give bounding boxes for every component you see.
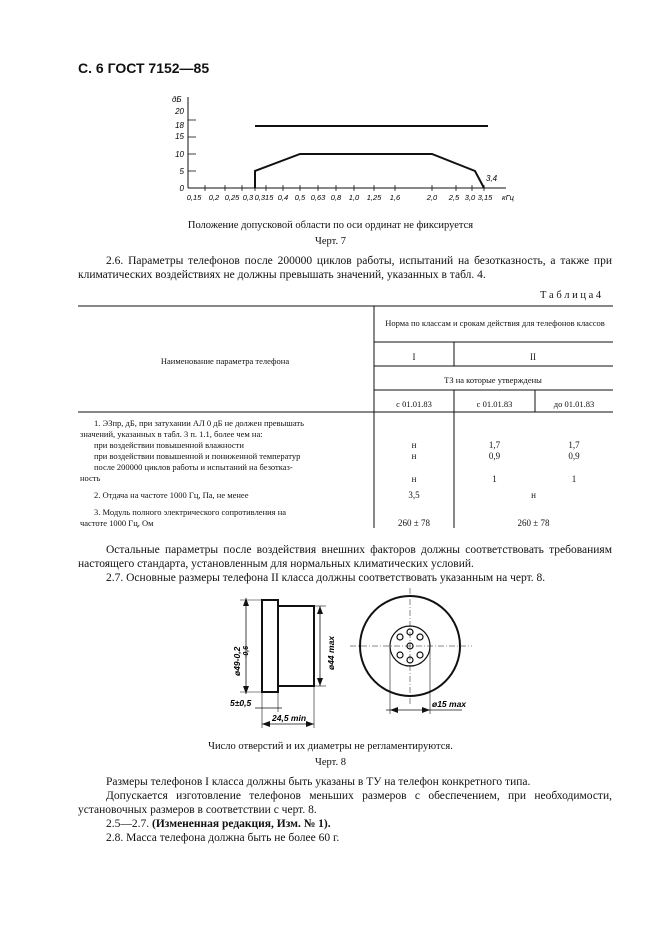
chart-8-caption: Черт. 8: [315, 757, 346, 768]
chart-7: [150, 92, 520, 210]
x-tick: 2,5: [448, 193, 460, 202]
table-class-1: I: [412, 352, 416, 362]
dim-d3: ø15 max: [432, 699, 467, 709]
edit-note: (Измененная редакция, Изм. № 1).: [152, 818, 331, 830]
cell: 1,7: [568, 440, 580, 450]
cell: н: [531, 490, 536, 500]
table-tz: ТЗ на которые утверждены: [444, 375, 542, 385]
para-rest: Остальные параметры после воздействия внешних факторов должны соответствовать требованиям настоящего стандарта, установленным для нормальных климатических условий.: [78, 544, 612, 570]
table-row-3: [80, 507, 372, 529]
cup-body: [278, 606, 314, 686]
cell: н: [411, 440, 417, 450]
cell: н: [411, 474, 417, 484]
table-row-2: 2. Отдача на частоте 1000 Гц, Па, не менее: [94, 490, 249, 500]
x-tick: 0,5: [294, 193, 306, 202]
para-2-8: 2.8. Масса телефона должна быть не более 60 г.: [106, 832, 340, 844]
row1-line: после 200000 циклов работы и испытаний на безотказ-: [94, 462, 293, 472]
x-tick: 1,0: [348, 193, 360, 202]
y-tick-18: 18: [175, 121, 184, 130]
cell: 3,5: [408, 490, 420, 500]
edit-num: 2.5—2.7.: [106, 818, 150, 830]
annotation-3-4: 3,4: [486, 174, 498, 183]
cell: 1: [571, 474, 577, 484]
row3-line: 3. Модуль полного электрического сопротивления на: [94, 507, 287, 517]
row1-line: 1. ЭЗпр, дБ, при затухании АЛ 0 дБ не должен превышать: [94, 418, 304, 428]
dim-d1: ø49-0,2: [232, 646, 242, 676]
row1-line: значений, указанных в табл. 3 п. 1.1, более чем на:: [80, 429, 263, 439]
x-tick: 0,25: [224, 193, 240, 202]
x-tick: 2,0: [426, 193, 438, 202]
table-col-param: Наименование параметра телефона: [160, 356, 290, 366]
dim-w2: 24,5 min: [272, 713, 307, 723]
para-edit: [78, 817, 612, 831]
x-tick: 0,4: [277, 193, 289, 202]
x-tick: 3,0: [464, 193, 476, 202]
table-date-1: с 01.01.83: [396, 399, 432, 409]
chart-7-caption: Черт. 7: [315, 236, 346, 247]
para-2-6: 2.6. Параметры телефонов после 200000 циклов работы, испытаний на безотказность, а также при климатических воздействиях не должны превышать значений, указанных в табл. 4.: [78, 255, 612, 281]
x-tick: 0,63: [310, 193, 326, 202]
lower-limit-curve: [255, 154, 484, 188]
y-tick-15: 15: [175, 132, 184, 141]
page-header: С. 6 ГОСТ 7152—85: [78, 60, 210, 76]
row3-line: частоте 1000 Гц, Ом: [80, 518, 154, 528]
x-tick: 0,15: [186, 193, 202, 202]
table-date-2: с 01.01.83: [476, 399, 513, 409]
table-class-2: II: [530, 352, 536, 362]
cell: 0,9: [488, 451, 501, 461]
dim-d2: ø44 max: [326, 635, 336, 670]
y-unit: дБ: [172, 95, 182, 104]
x-tick: 3,15: [477, 193, 493, 202]
dim-d1-lower: -0,6: [243, 645, 250, 658]
chart-8-note: Число отверстий и их диаметры не регламентируются.: [208, 741, 453, 752]
x-tick: 0,3: [242, 193, 254, 202]
cell: 0,9: [568, 451, 580, 461]
table-4-title: Т а б л и ц а 4: [540, 290, 602, 301]
dim-w1: 5±0,5: [230, 698, 252, 708]
y-tick-20: 20: [175, 107, 184, 116]
y-tick-0: 0: [179, 184, 184, 193]
cell: 260 ± 78: [517, 518, 550, 528]
row1-line: при воздействии повышенной и пониженной температур: [94, 451, 301, 461]
para-2-7: 2.7. Основные размеры телефона II класса должны соответствовать указанным на черт. 8.: [106, 572, 546, 584]
x-tick: 0,315: [254, 193, 274, 202]
x-tick: 1,6: [389, 193, 401, 202]
para-sizes-1: Размеры телефонов I класса должны быть указаны в ТУ на телефон конкретного типа.: [106, 776, 531, 788]
row1-line: ность: [80, 473, 101, 483]
cell: н: [411, 451, 417, 461]
flange-body: [262, 600, 278, 692]
x-unit: кГц: [502, 193, 514, 202]
row1-line: при воздействии повышенной влажности: [94, 440, 244, 450]
chart-7-note: Положение допусковой области по оси ординат не фиксируется: [187, 220, 474, 231]
table-col-norm: Норма по классам и срокам действия для телефонов классов: [385, 318, 605, 328]
y-tick-10: 10: [175, 150, 184, 159]
table-row-1: [80, 418, 372, 484]
x-tick: 0,8: [330, 193, 342, 202]
cell: 260 ± 78: [398, 518, 430, 528]
x-tick: 0,2: [208, 193, 220, 202]
table-date-3: до 01.01.83: [553, 399, 595, 409]
y-tick-5: 5: [179, 167, 184, 176]
x-tick: 1,25: [366, 193, 382, 202]
chart-8: [200, 588, 480, 736]
cell: 1: [492, 474, 497, 484]
cell: 1,7: [488, 440, 501, 450]
para-sizes-2: Допускается изготовление телефонов меньших размеров с обеспечением, при необходимости, установочных размеров в соответствии с черт. 8.: [78, 790, 612, 816]
